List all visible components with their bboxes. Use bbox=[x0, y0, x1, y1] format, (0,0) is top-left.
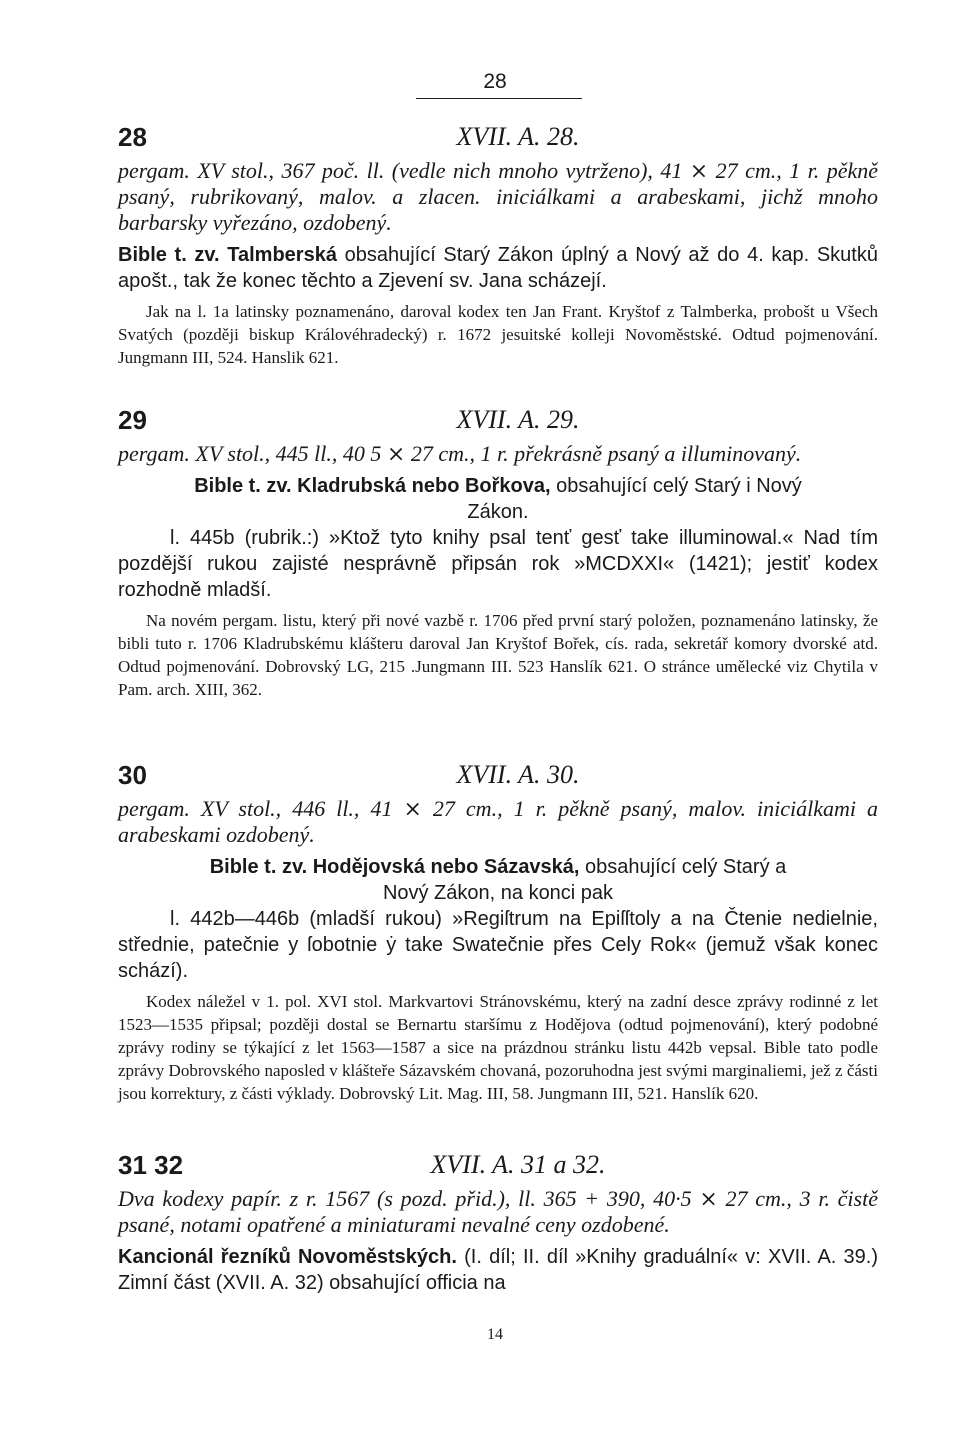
entry-signature: XVII. A. 31 a 32. bbox=[430, 1150, 606, 1179]
entry-title-continued: Zákon. bbox=[467, 501, 529, 523]
entry-description: Dva kodexy papír. z r. 1567 (s pozd. přid.), ll. 365 + 390, 40·5 ⨯ 27 cm., 3 r. čistě psané, notami opatřené a miniaturami nevalné ceny ozdobené. bbox=[118, 1186, 878, 1237]
entry-notes: Na novém pergam. listu, který při nové vazbě r. 1706 před první starý položen, poznamenáno latinsky, že bibli tuto r. 1706 Kladrubskému klášteru daroval Jan Kryštof Bořek, cís. rada, sekretář komory dvorské atd. Odtud pojmenování. Dobrovský LG, 215 .Jungmann III. 523 Hanslík 621. O stránce umělecké viz Chytila v Pam. arch. XIII, 362. bbox=[118, 611, 878, 699]
entry-heading bbox=[118, 405, 878, 441]
catalog-entry-31-32 bbox=[118, 1150, 878, 1296]
entry-description: pergam. XV stol., 445 ll., 40 5 ⨯ 27 cm., 1 r. překrásně psaný a illuminovaný. bbox=[118, 441, 802, 466]
entry-number: 30 bbox=[118, 760, 147, 790]
entry-heading bbox=[118, 760, 878, 796]
entry-number: 28 bbox=[118, 122, 147, 152]
entry-title-bold: Bible t. zv. Talmberská bbox=[118, 244, 337, 266]
entry-description: pergam. XV stol., 446 ll., 41 ⨯ 27 cm., 1 r. pěkně psaný, malov. iniciálkami a arabeskami ozdobený. bbox=[118, 796, 878, 847]
entry-title-bold: Bible t. zv. Kladrubská nebo Bořkova, bbox=[194, 475, 551, 497]
entry-title bbox=[118, 242, 878, 294]
entry-heading bbox=[118, 122, 878, 158]
catalog-entry-30 bbox=[118, 760, 878, 1105]
entry-notes: Jak na l. 1a latinsky poznamenáno, daroval kodex ten Jan Frant. Kryštof z Talmberka, probošt u Všech Svatých (později biskup Královéhradecký) r. 1672 jesuitské kolleji Novoměstské. Odtud pojmenování. Jungmann III, 524. Hanslik 621. bbox=[118, 302, 878, 367]
entry-title-rest: obsahující celý Starý a bbox=[579, 856, 787, 878]
entry-title-rest: obsahující Starý Zákon úplný a Nový až do 4. kap. Skutků apošt., tak že konec těchto a Zjevení sv. Jana scházejí. bbox=[118, 244, 878, 292]
entry-title-bold: Bible t. zv. Hodějovská nebo Sázavská, bbox=[209, 856, 580, 878]
entry-notes: Kodex náležel v 1. pol. XVI stol. Markvartovi Stránovskému, který na zadní desce zprávy rodinné z let 1523—1535 připsal; později dostal se Bernartu staršímu z Hodějova (odtud pojmenování), který podobné zprávy rodiny se týkající z let 1563—1587 a sice na prázdnou stránku listu 442b vepsal. Bible tato podle zprávy Dobrovského naposled v klášteře Sázavském chovaná, pozoruhodna jest svými marginaliemi, jež z části jsou korrektury, z části výklady. Dobrovský Lit. Mag. III, 58. Jungmann III, 521. Hanslík 620. bbox=[118, 992, 878, 1103]
entry-title-rest: obsahující celý Starý i Nový bbox=[550, 475, 802, 497]
footer-number: 14 bbox=[487, 1326, 503, 1343]
entry-signature: XVII. A. 29. bbox=[456, 405, 580, 434]
entry-title bbox=[118, 1244, 878, 1296]
catalog-entry-28 bbox=[118, 122, 878, 369]
entry-title bbox=[118, 854, 878, 880]
entry-signature: XVII. A. 28. bbox=[456, 122, 580, 151]
entry-heading bbox=[118, 1150, 878, 1186]
catalog-entry-29 bbox=[118, 405, 878, 701]
header-rule bbox=[416, 98, 582, 99]
entry-signature: XVII. A. 30. bbox=[456, 760, 580, 789]
entry-title-bold: Kancionál řezníků Novoměstských. bbox=[118, 1246, 457, 1268]
entry-title bbox=[118, 473, 878, 499]
entry-description: pergam. XV stol., 367 poč. ll. (vedle nich mnoho vytrženo), 41 ⨯ 27 cm., 1 r. pěkně psaný, rubrikovaný, malov. a zlacen. iniciálkami a arabeskami, jichž mnoho barbarsky vyřezáno, ozdobený. bbox=[118, 158, 878, 235]
entry-title-continued: Nový Zákon, na konci pak bbox=[382, 882, 614, 904]
entry-quote: l. 445b (rubrik.:) »Ktož tyto knihy psal tenť gesť take illuminowal.« Nad tím pozdější rukou zajisté nesprávně připsán rok »MCDXXI« (1421); jestiť kodex rozhodně mladší. bbox=[118, 527, 878, 601]
entry-number: 31 32 bbox=[118, 1150, 184, 1180]
entry-title-rest: (I. díl; II. díl »Knihy graduální« v: XVII. A. 39.) Zimní část (XVII. A. 32) obsahující officia na bbox=[118, 1246, 878, 1294]
entry-quote: l. 442b—446b (mladší rukou) »Regiſtrum na Epiſſtoly a na Čtenie nedielnie, střednie, patečnie y ſobotnie ẏ take Swatečnie přes Cely Rok« (jemuž však konec schází). bbox=[118, 908, 878, 982]
page-number: 28 bbox=[483, 70, 507, 93]
entry-number: 29 bbox=[118, 405, 147, 435]
